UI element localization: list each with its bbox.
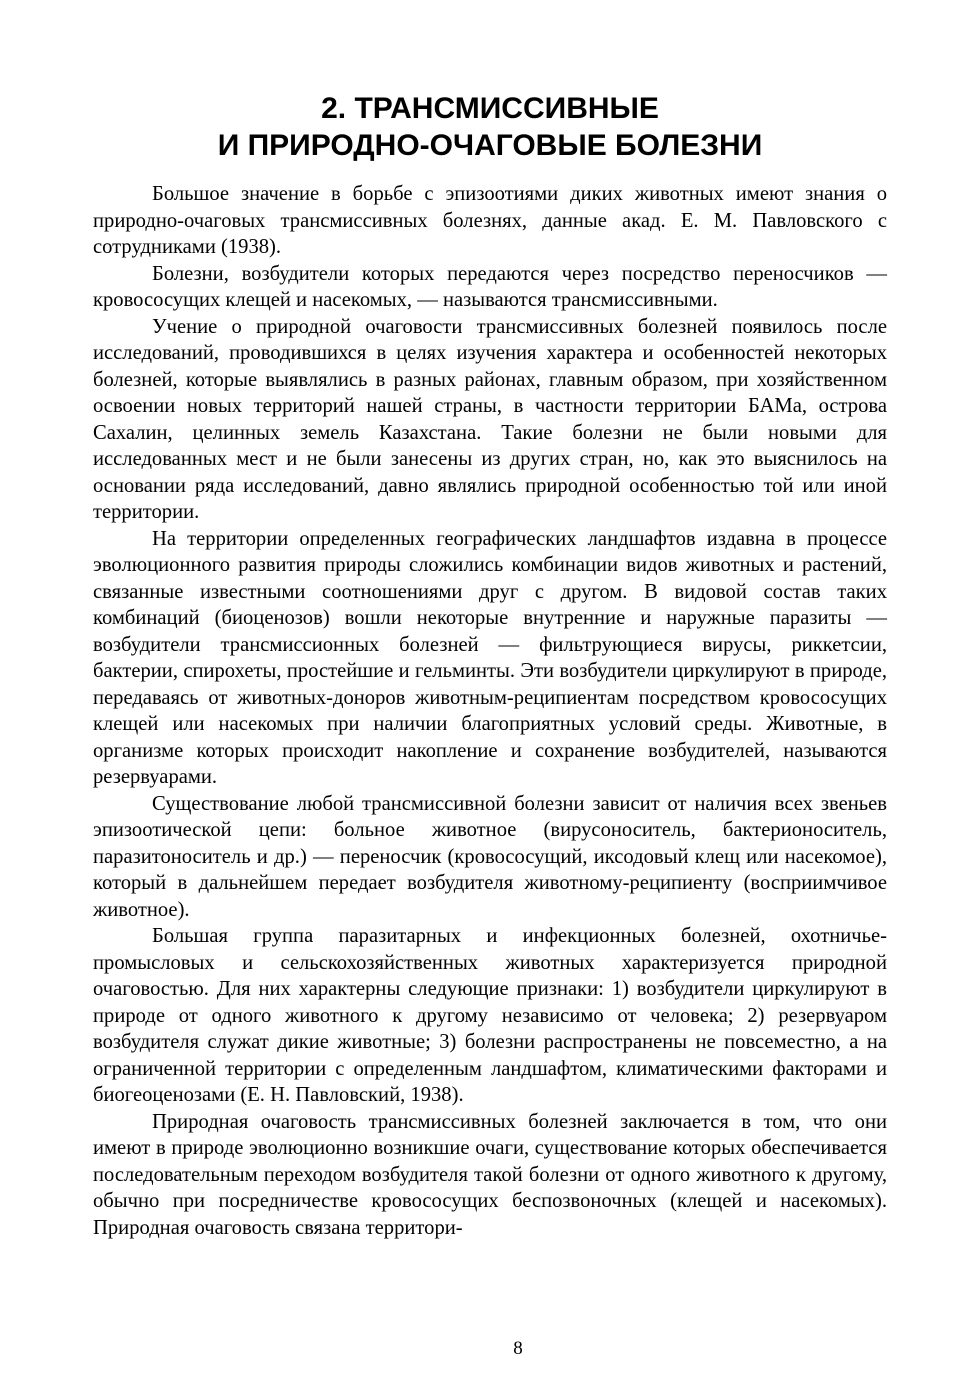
chapter-heading-line-2: И ПРИРОДНО-ОЧАГОВЫЕ БОЛЕЗНИ <box>217 129 763 162</box>
paragraph-6: Большая группа паразитарных и инфекционных болезней, охотничье-промысловых и сельскохозяйственных животных характеризуется природной очаговостью. Для них характерны следующие признаки: 1) возбудители циркулируют в природе от одного животного к другому независимо от человека; 2) резервуаром возбудителя служат дикие животные; 3) болезни распространены не повсеместно, а на ограниченной территории с определенным ландшафтом, климатическими факторами и биогеоценозами (Е. Н. Павловский, 1938). <box>93 925 887 1106</box>
paragraph-5: Существование любой трансмиссивной болезни зависит от наличия всех звеньев эпизоотической цепи: больное животное (вирусоноситель, бактерионоситель, паразитоноситель и др.) — переносчик (кровососущий, иксодовый клещ или насекомое), который в дальнейшем передает возбудителя животному-реципиенту (восприимчивое животное). <box>93 792 887 921</box>
chapter-heading <box>93 90 887 164</box>
paragraph-1: Большое значение в борьбе с эпизоотиями диких животных имеют знания о природно-очаговых трансмиссивных болезнях, данные акад. Е. М. Павловского с сотрудниками (1938). <box>93 183 887 258</box>
body-text <box>93 181 887 1241</box>
page-number: 8 <box>513 1338 523 1359</box>
chapter-heading-line-1: 2. ТРАНСМИССИВНЫЕ <box>321 92 659 125</box>
paragraph-4: На территории определенных географических ландшафтов издавна в процессе эволюционного развития природы сложились комбинации видов животных и растений, связанные известными соотношениями друг с другом. В видовой состав таких комбинаций (биоценозов) вошли некоторые внутренние и наружные паразиты — возбудители трансмиссионных болезней — фильтрующиеся вирусы, риккетсии, бактерии, спирохеты, простейшие и гельминты. Эти возбудители циркулируют в природе, передаваясь от животных-доноров животным-реципиентам посредством кровососущих клещей или насекомых при наличии благоприятных условий среды. Животные, в организме которых происходит накопление и сохранение возбудителей, называются резервуарами. <box>93 527 887 788</box>
paragraph-2: Болезни, возбудители которых передаются через посредство переносчиков — кровососущих клещей и насекомых, — называются трансмиссивными. <box>93 262 887 311</box>
paragraph-3: Учение о природной очаговости трансмиссивных болезней появилось после исследований, проводившихся в целях изучения характера и особенностей некоторых болезней, которые выявлялись в разных районах, главным образом, при хозяйственном освоении новых территорий нашей страны, в частности территории БАМа, острова Сахалин, целинных земель Казахстана. Такие болезни не были новыми для исследованных мест и не были занесены из других стран, но, как это выяснилось на основании ряда исследований, давно являлись природной особенностью той или иной территории. <box>93 315 887 523</box>
paragraph-7: Природная очаговость трансмиссивных болезней заключается в том, что они имеют в природе эволюционно возникшие очаги, существование которых обеспечивается последовательным переходом возбудителя такой болезни от одного животного к другому, обычно при посредничестве кровососущих беспозвоночных (клещей и насекомых). Природная очаговость связана территори- <box>93 1110 887 1239</box>
